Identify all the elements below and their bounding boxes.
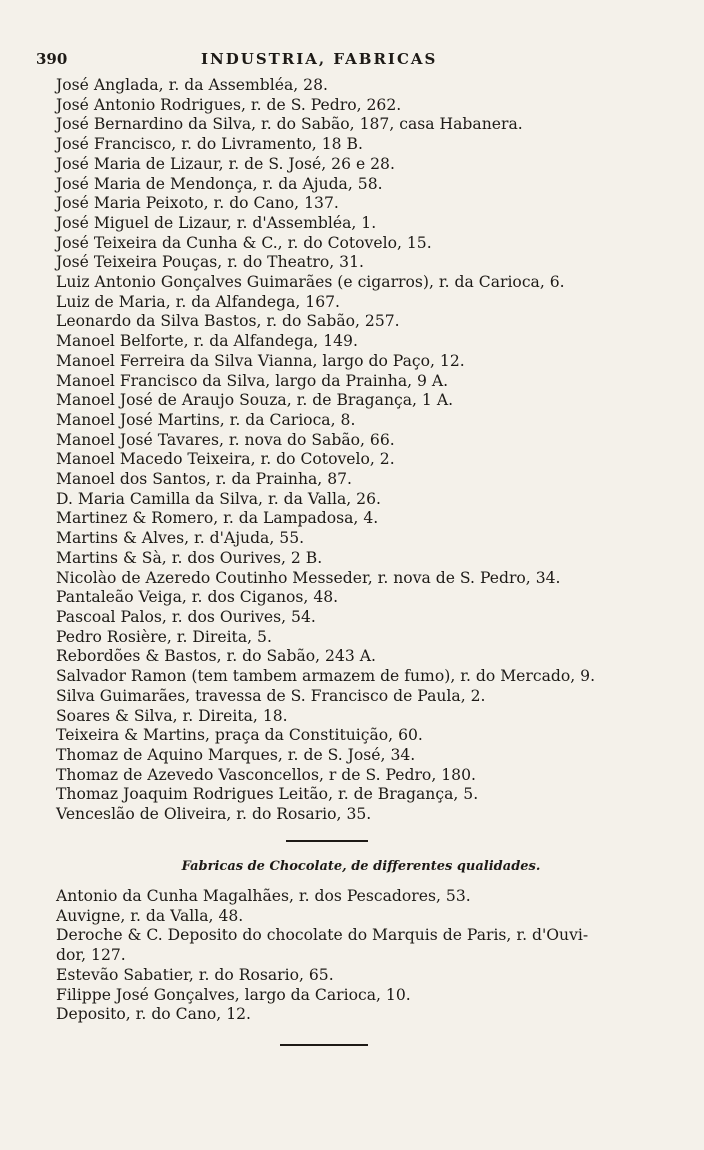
list-item: José Bernardino da Silva, r. do Sabão, 187, casa Habanera. [56, 115, 523, 134]
list-item: Leonardo da Silva Bastos, r. do Sabão, 257. [56, 312, 400, 331]
list-item: Luiz Antonio Gonçalves Guimarães (e cigarros), r. da Carioca, 6. [56, 273, 565, 292]
list-item: Filippe José Gonçalves, largo da Carioca, 10. [56, 985, 411, 1004]
list-item: Deposito, r. do Cano, 12. [56, 1005, 252, 1024]
list-item: Manoel Francisco da Silva, largo da Prainha, 9 A. [56, 371, 449, 390]
list-item: Soares & Silva, r. Direita, 18. [56, 706, 288, 725]
list-item: Martinez & Romero, r. da Lampadosa, 4. [56, 509, 379, 528]
list-item: Luiz de Maria, r. da Alfandega, 167. [56, 292, 341, 311]
list-item: Silva Guimarães, travessa de S. Francisco de Paula, 2. [56, 686, 486, 705]
page-number: 390 [36, 50, 68, 68]
list-item: Pedro Rosière, r. Direita, 5. [56, 627, 272, 646]
list-item: Nicolào de Azeredo Coutinho Messeder, r. nova de S. Pedro, 34. [56, 568, 561, 587]
list-item: José Maria de Mendonça, r. da Ajuda, 58. [56, 174, 383, 193]
list-item: José Antonio Rodrigues, r. de S. Pedro, 262. [56, 95, 402, 114]
section-divider [286, 840, 368, 842]
list-item: José Miguel de Lizaur, r. d'Assembléa, 1. [56, 213, 377, 232]
list-item: José Teixeira Pouças, r. do Theatro, 31. [56, 253, 364, 272]
list-item: Martins & Sà, r. dos Ourives, 2 B. [56, 548, 323, 567]
running-title: INDUSTRIA, FABRICAS [201, 50, 438, 68]
list-item: Pascoal Palos, r. dos Ourives, 54. [56, 607, 316, 626]
list-item: Pantaleão Veiga, r. dos Ciganos, 48. [56, 588, 339, 607]
list-item: Deroche & C. Deposito do chocolate do Marquis de Paris, r. d'Ouvi- [56, 926, 589, 945]
list-item: D. Maria Camilla da Silva, r. da Valla, 26. [56, 489, 381, 508]
list-item: Rebordões & Bastos, r. do Sabão, 243 A. [56, 647, 376, 666]
list-item: Manoel Ferreira da Silva Vianna, largo do Paço, 12. [56, 351, 465, 370]
list-item: Venceslão de Oliveira, r. do Rosario, 35. [56, 805, 372, 824]
list-item: José Maria de Lizaur, r. de S. José, 26 e 28. [56, 154, 395, 173]
list-item: José Francisco, r. do Livramento, 18 B. [56, 135, 363, 154]
list-item: Thomaz de Azevedo Vasconcellos, r de S. Pedro, 180. [56, 765, 476, 784]
list-item: Manoel Macedo Teixeira, r. do Cotovelo, 2. [56, 450, 395, 469]
list-item: Salvador Ramon (tem tambem armazem de fumo), r. do Mercado, 9. [56, 667, 596, 686]
list-item: Teixeira & Martins, praça da Constituição, 60. [56, 726, 423, 745]
list-item: Antonio da Cunha Magalhães, r. dos Pescadores, 53. [56, 887, 471, 905]
list-item: Estevão Sabatier, r. do Rosario, 65. [56, 965, 334, 984]
end-divider [280, 1044, 368, 1046]
list-item-continuation: dor, 127. [56, 946, 126, 965]
list-item: Manoel José de Araujo Souza, r. de Bragança, 1 A. [56, 391, 454, 410]
list-item: Manoel dos Santos, r. da Prainha, 87. [56, 470, 353, 489]
list-item: José Maria Peixoto, r. do Cano, 137. [56, 194, 339, 213]
list-item: José Teixeira da Cunha & C., r. do Cotovelo, 15. [56, 233, 432, 252]
list-item: Manoel Belforte, r. da Alfandega, 149. [56, 332, 358, 351]
list-item: Thomaz Joaquim Rodrigues Leitão, r. de Bragança, 5. [56, 785, 479, 804]
section-title: Fabricas de Chocolate, de differentes qualidades. [181, 859, 541, 874]
chocolate-factory-list [56, 887, 666, 1025]
list-item: José Anglada, r. da Assembléa, 28. [56, 76, 328, 94]
list-item: Thomaz de Aquino Marques, r. de S. José, 34. [56, 745, 416, 764]
manufacturer-list [56, 76, 666, 825]
list-item: Manoel José Martins, r. da Carioca, 8. [56, 410, 356, 429]
list-item: Auvigne, r. da Valla, 48. [56, 906, 244, 925]
list-item: Manoel José Tavares, r. nova do Sabão, 66. [56, 430, 395, 449]
page-header [36, 50, 506, 74]
list-item: Martins & Alves, r. d'Ajuda, 55. [56, 529, 305, 548]
